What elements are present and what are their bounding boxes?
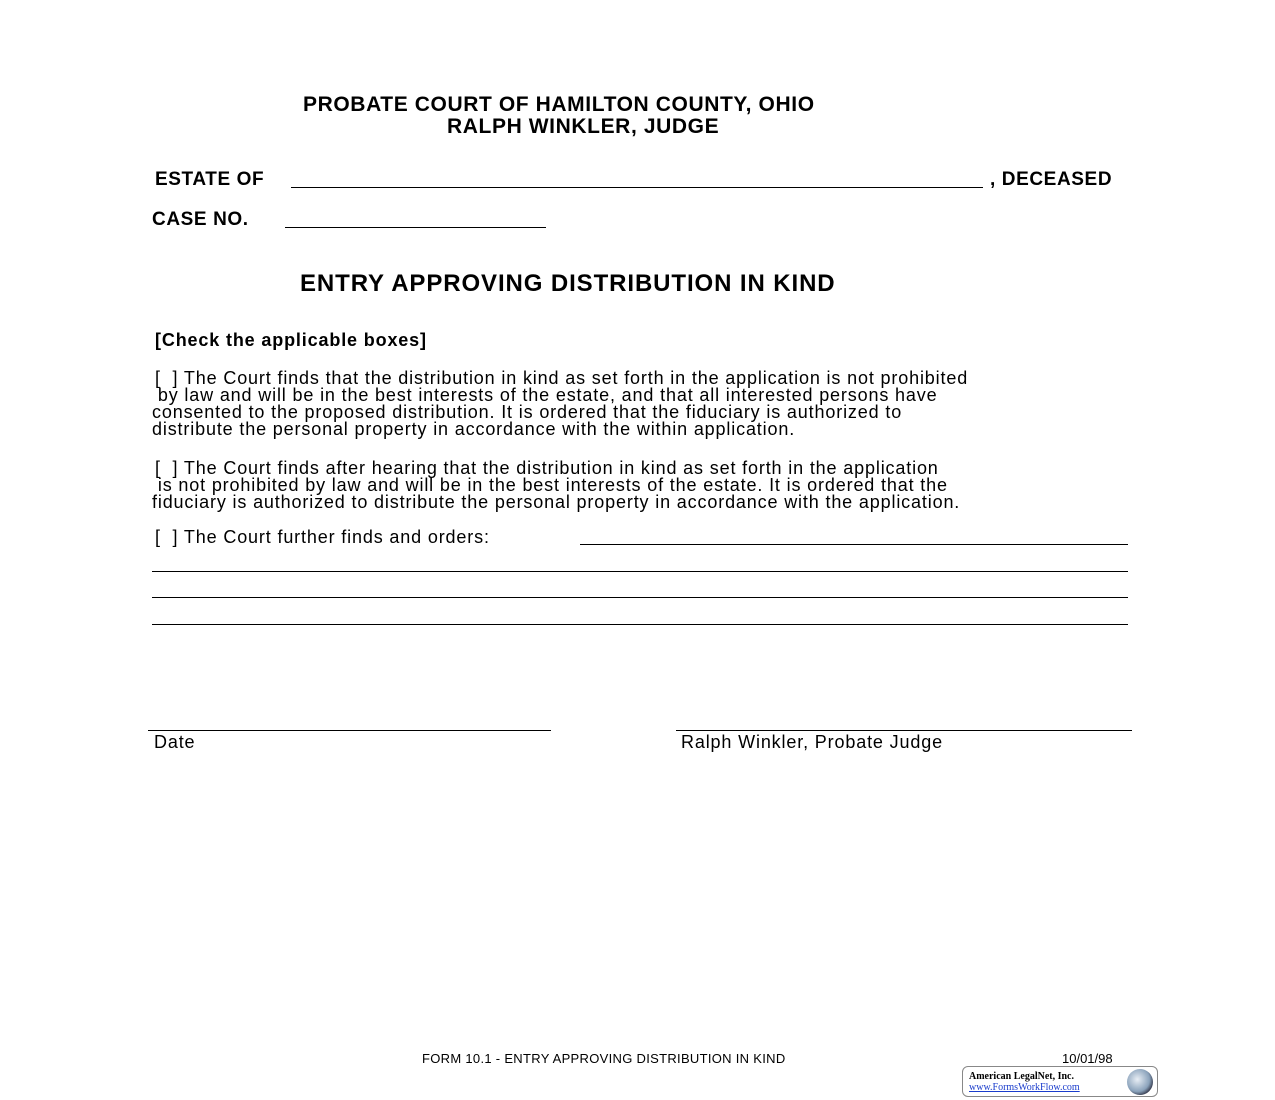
option-3[interactable]: [ ] The Court further finds and orders: — [155, 527, 490, 547]
option-1-line: consented to the proposed distribution. It is ordered that the fiduciary is authorized to — [152, 402, 903, 422]
orders-line[interactable] — [152, 597, 1128, 598]
deceased-label: , DECEASED — [990, 169, 1113, 190]
option-1-line: distribute the personal property in accordance with the within application. — [152, 419, 796, 439]
option-1-line: by law and will be in the best interests of the estate, and that all interested persons have — [152, 385, 938, 405]
footer-form-name: FORM 10.1 - ENTRY APPROVING DISTRIBUTION IN KIND — [422, 1051, 786, 1066]
judge-name: RALPH WINKLER, JUDGE — [447, 115, 720, 138]
option-2-line: fiduciary is authorized to distribute the personal property in accordance with the application. — [152, 492, 961, 512]
judge-signature-line[interactable] — [676, 730, 1132, 731]
judge-signature-label: Ralph Winkler, Probate Judge — [681, 732, 943, 752]
instruction: [Check the applicable boxes] — [155, 330, 427, 350]
footer-date: 10/01/98 — [1062, 1051, 1113, 1066]
estate-name-line[interactable] — [291, 187, 983, 188]
form-title: ENTRY APPROVING DISTRIBUTION IN KIND — [300, 270, 836, 297]
orders-line[interactable] — [152, 571, 1128, 572]
globe-icon — [1127, 1069, 1153, 1095]
option-2-line: [ ] The Court finds after hearing that the distribution in kind as set forth in the application — [155, 458, 939, 478]
american-legalnet-logo[interactable] — [962, 1066, 1158, 1097]
orders-line[interactable] — [580, 544, 1128, 545]
case-number-line[interactable] — [285, 227, 546, 228]
date-signature-line[interactable] — [148, 730, 551, 731]
case-label: CASE NO. — [152, 209, 249, 230]
date-label: Date — [154, 732, 196, 752]
option-2-line: is not prohibited by law and will be in the best interests of the estate. It is ordered that the — [152, 475, 948, 495]
logo-name: American LegalNet, Inc. — [969, 1071, 1074, 1082]
court-name: PROBATE COURT OF HAMILTON COUNTY, OHIO — [303, 93, 815, 116]
orders-line[interactable] — [152, 624, 1128, 625]
logo-url[interactable]: www.FormsWorkFlow.com — [969, 1082, 1080, 1093]
estate-label: ESTATE OF — [155, 169, 265, 190]
option-1-line: [ ] The Court finds that the distribution in kind as set forth in the application is not prohibited — [155, 368, 969, 388]
